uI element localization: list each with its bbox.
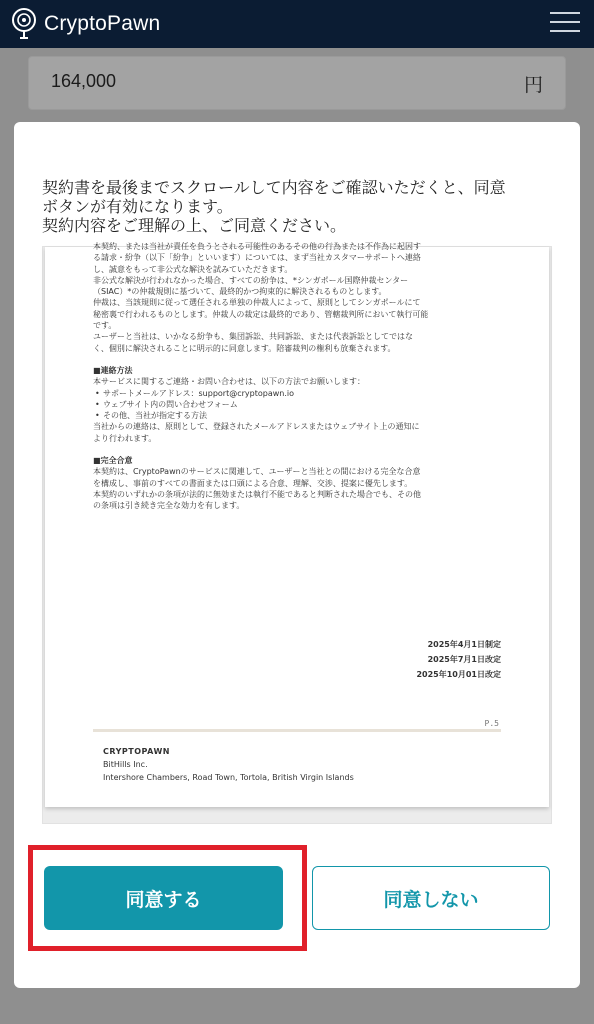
contract-line: 仲裁は、当該規則に従って選任される単独の仲裁人によって、原則としてシンガポールにて (93, 298, 421, 308)
contract-scroll-area[interactable] (42, 242, 552, 824)
company-address: Intershore Chambers, Road Town, Tortola, British Virgin Islands (103, 773, 354, 782)
loan-amount-field (28, 56, 566, 110)
revision-date: 2025年4月1日制定 (427, 640, 501, 649)
revision-dates (416, 637, 501, 682)
contract-line: 本契約、または当社が責任を負うとされる可能性のあるその他の行為または不作為に起因す (93, 242, 421, 251)
contract-line: より行われます。 (93, 433, 157, 443)
contract-line: 当社からの連絡は、原則として、登録されたメールアドレスまたはウェブサイト上の通知に (93, 422, 420, 432)
agree-button-highlight (28, 845, 307, 951)
app-logo[interactable] (10, 6, 160, 42)
contract-line: 秘密裏で行われるものとします。仲裁人の裁定は最終的であり、管轄裁判所において執行可能 (93, 309, 429, 319)
contract-line: です。 (93, 321, 117, 331)
contact-intro: 本サービスに関するご連絡・お問い合わせは、以下の方法でお願いします： (93, 377, 365, 387)
contract-page (45, 242, 549, 807)
instruction-line: ボタンが有効になります。 (42, 197, 233, 216)
instruction-line: 契約内容をご理解の上、ご同意ください。 (42, 216, 347, 235)
disagree-button[interactable]: 同意しない (312, 866, 550, 930)
lightbulb-logo-icon (10, 7, 38, 41)
contact-item: • ウェブサイト内の問い合わせフォーム (93, 399, 503, 410)
revision-date: 2025年10月01日改定 (416, 670, 501, 679)
instruction-line: 契約書を最後までスクロールして内容をご確認いただくと、同意 (42, 178, 506, 197)
modal-instruction (42, 178, 562, 235)
contract-line: ユーザーと当社は、いかなる紛争も、集団訴訟、共同訴訟、または代表訴訟としてではな (93, 332, 413, 342)
contract-line: し、誠意をもって非公式な解決を試みていただきます。 (93, 264, 293, 274)
contract-line: 本契約のいずれかの条項が法的に無効または執行不能であると判断された場合でも、その他 (93, 489, 421, 499)
company-name: CRYPTOPAWN (103, 747, 170, 756)
contract-line: （SIAC）*の仲裁規則に基づいて、最終的かつ拘束的に解決されるものとします。 (93, 287, 387, 297)
logo-text: CryptoPawn (44, 12, 161, 35)
contract-line: を構成し、事前のすべての書面または口頭による合意、理解、交渉、提案に優先します。 (93, 478, 413, 488)
contract-line: る請求・紛争（以下「紛争」といいます）については、まず当社カスタマーサポートへ連絡 (93, 253, 421, 263)
company-entity: BitHills Inc. (103, 760, 148, 769)
currency-unit: 円 (523, 74, 543, 96)
agree-button[interactable]: 同意する (44, 866, 283, 930)
contact-item: • その他、当社が指定する方法 (93, 410, 503, 421)
contract-line: く、個別に解決されることに明示的に同意します。陪審裁判の権利も放棄されます。 (93, 343, 396, 353)
top-navigation-bar (0, 0, 594, 48)
contact-heading: ■連絡方法 (93, 365, 133, 375)
contract-line: の条項は引き続き完全な効力を有します。 (93, 501, 245, 511)
page-number: P.5 (484, 719, 499, 728)
hamburger-icon[interactable] (550, 12, 580, 34)
contact-item: • サポートメールアドレス：support@cryptopawn.io (93, 388, 503, 399)
revision-date: 2025年7月1日改定 (427, 655, 501, 664)
entire-agreement-heading: ■完全合意 (93, 456, 133, 466)
loan-amount-value: 164,000 (51, 71, 117, 91)
contract-line: 非公式な解決が行われなかった場合、すべての紛争は、*シンガポール国際仲裁センター (93, 275, 409, 285)
company-footer (103, 745, 354, 784)
contract-text (93, 241, 503, 512)
footer-divider (93, 729, 501, 732)
contract-line: 本契約は、CryptoPawnのサービスに関連して、ユーザーと当社との間における完全な合意 (93, 467, 421, 477)
